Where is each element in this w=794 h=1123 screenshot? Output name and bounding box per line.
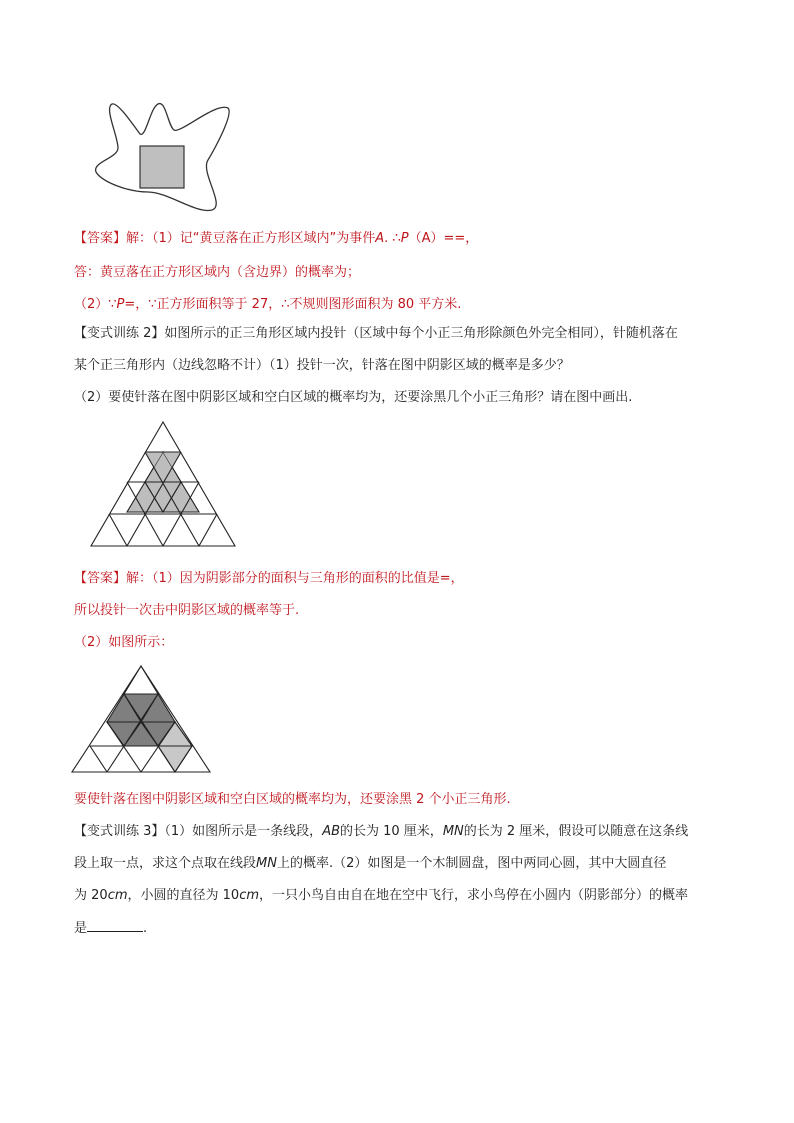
shaded-triangle [124, 666, 158, 694]
exercise-tag: 【变式训练 2】 [74, 326, 165, 341]
answer1-line1: 【答案】解：（1）记“黄豆落在正方形区域内”为事件A. ∴P（A）==， [74, 231, 479, 246]
exercise3-line4: 是 . [74, 921, 148, 936]
answer-tag: 【答案】 [74, 571, 127, 586]
irregular-shape-figure [88, 98, 238, 216]
extra-shaded-triangle [158, 746, 192, 772]
exercise-tag: 【变式训练 3】 [74, 824, 165, 839]
square-region [140, 146, 184, 188]
answer2-line3: （2）如图所示： [74, 635, 174, 650]
triangle-figure-question [88, 418, 238, 550]
triangle-figure-answer [70, 662, 212, 776]
exercise3-line1: 【变式训练 3】（1）如图所示是一条线段，AB的长为 10 厘米，MN的长为 2 厘米，假设可以随意在这条线 [74, 824, 689, 839]
answer2-line1: 【答案】解：（1）因为阴影部分的面积与三角形的面积的比值是=， [74, 571, 464, 586]
exercise3-line3: 为 20cm，小圆的直径为 10cm，一只小鸟自由自在地在空中飞行，求小鸟停在小圆内（阴影部分）的概率 [74, 888, 689, 903]
answer-blank[interactable] [87, 919, 143, 932]
exercise2-line3: （2）要使针落在图中阴影区域和空白区域的概率均为，还要涂黑几个小正三角形？请在图中画出. [74, 390, 633, 405]
answer2-line2: 所以投针一次击中阴影区域的概率等于. [74, 603, 300, 618]
answer2-line4: 要使针落在图中阴影区域和空白区域的概率均为，还要涂黑 2 个小正三角形. [74, 792, 511, 807]
answer-tag: 【答案】 [74, 231, 127, 246]
answer1-line2: 答：黄豆落在正方形区域内（含边界）的概率为； [74, 265, 361, 280]
exercise2-line1: 【变式训练 2】如图所示的正三角形区域内投针（区域中每个小正三角形除颜色外完全相同），针随机落在 [74, 326, 678, 341]
answer1-line3: （2）∵P=，∵正方形面积等于 27，∴不规则图形面积为 80 平方米. [74, 297, 462, 312]
exercise2-line2: 某个正三角形内（边线忽略不计）（1）投针一次，针落在图中阴影区域的概率是多少？ [74, 358, 570, 373]
exercise3-line2: 段上取一点，求这个点取在线段MN上的概率.（2）如图是一个木制圆盘，图中两同心圆，其中大圆直径 [74, 856, 667, 871]
